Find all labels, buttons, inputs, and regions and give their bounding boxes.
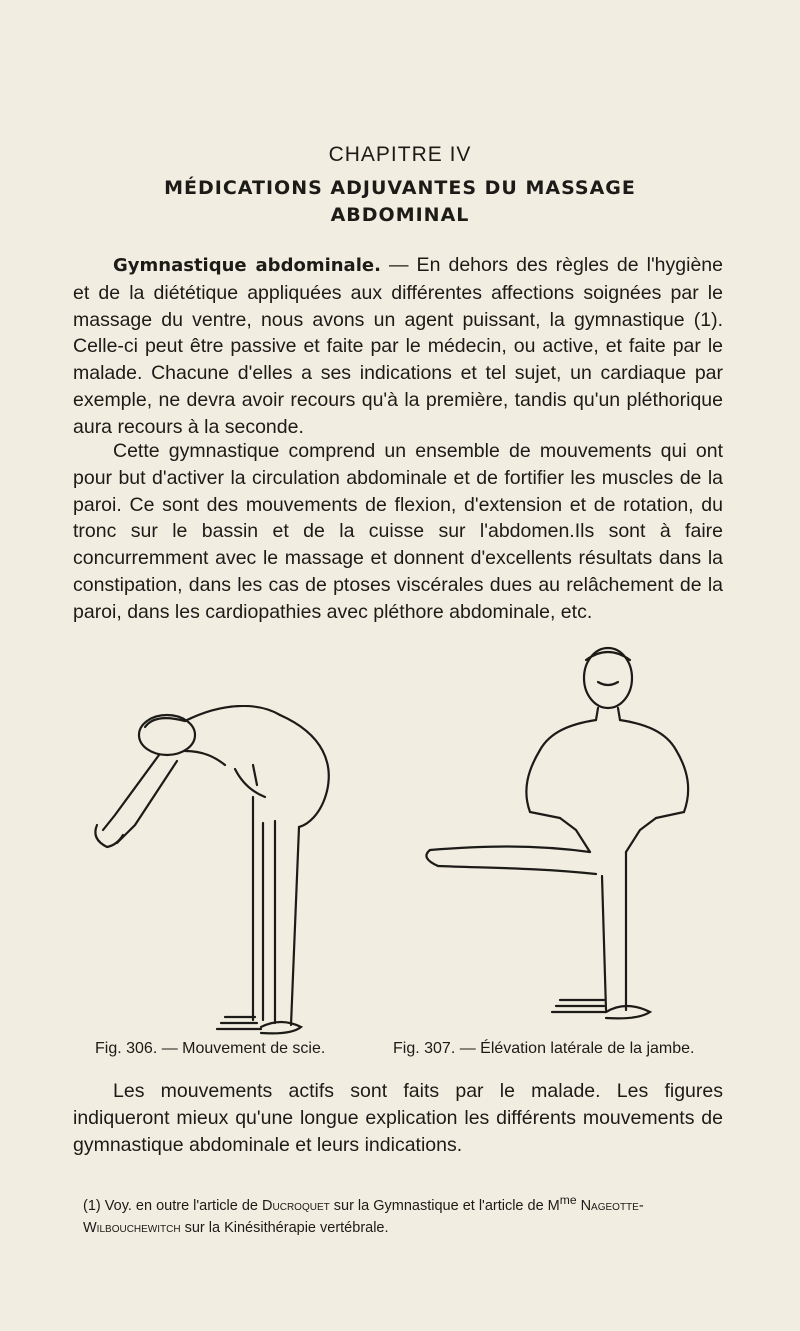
leg-raise-illustration [400,640,720,1035]
paragraph-text: — En dehors des règles de l'hygiène et de la diététique appliquées aux différentes affections soignées par le massage du ventre, nous avons un agent puissant, la gymnastique (1). Celle-ci peut être passive et faite par le médecin, ou active, et faite par le malade. Chacune d'elles a ses indications et tel sujet, un cardiaque par exemple, ne devra avoir recours qu'à la première, tandis qu'un pléthorique aura recours à la seconde. [73,254,723,438]
footnote-text: Voy. en outre l'article de [100,1197,263,1214]
chapter-title: MÉDICATIONS ADJUVANTES DU MASSAGE ABDOMINAL [164,177,636,226]
figure-306-caption: Fig. 306. — Mouvement de scie. [95,1040,326,1057]
figure-307 [400,640,720,1035]
author-ducroquet: Ducroquet [262,1197,330,1214]
footnote-text: sur la Gymnastique et l'article de M [329,1197,560,1214]
footnote-text: sur la Kinésithérapie vertébrale. [180,1219,389,1236]
paragraph-mouvements: Cette gymnastique comprend un ensemble de mouvements qui ont pour but d'activer la circulation abdominale et de fortifier les muscles de la paroi. Ce sont des mouvements de flexion, d'extension et de rotation, du tronc sur le bassin et de la cuisse sur l'abdomen.Ils sont à faire concurremment avec le massage et donnent d'excellents résultats dans la constipation, dans les cas de ptoses viscérales dues au relâchement de la paroi, dans les cardiopathies avec pléthore abdominale, etc. [73,440,723,623]
paragraph-actifs: Les mouvements actifs sont faits par le malade. Les figures indiqueront mieux qu'une longue explication les différents mouvements de gymnastique abdominale et leurs indications. [73,1080,723,1156]
author-nageotte: Nageotte-Wilbouchewitch [83,1197,644,1236]
paragraph-gymnastique [73,252,723,441]
paragraph-lead: Gymnastique abdominale. [113,255,381,276]
footnote-sup: me [559,1193,577,1207]
footnote [83,1189,723,1239]
footnote-marker: (1) [83,1197,101,1214]
sawing-movement-illustration [85,705,365,1035]
figure-306 [85,705,365,1035]
figure-307-caption: Fig. 307. — Élévation latérale de la jambe. [393,1040,695,1057]
chapter-heading: CHAPITRE IV [328,143,472,166]
